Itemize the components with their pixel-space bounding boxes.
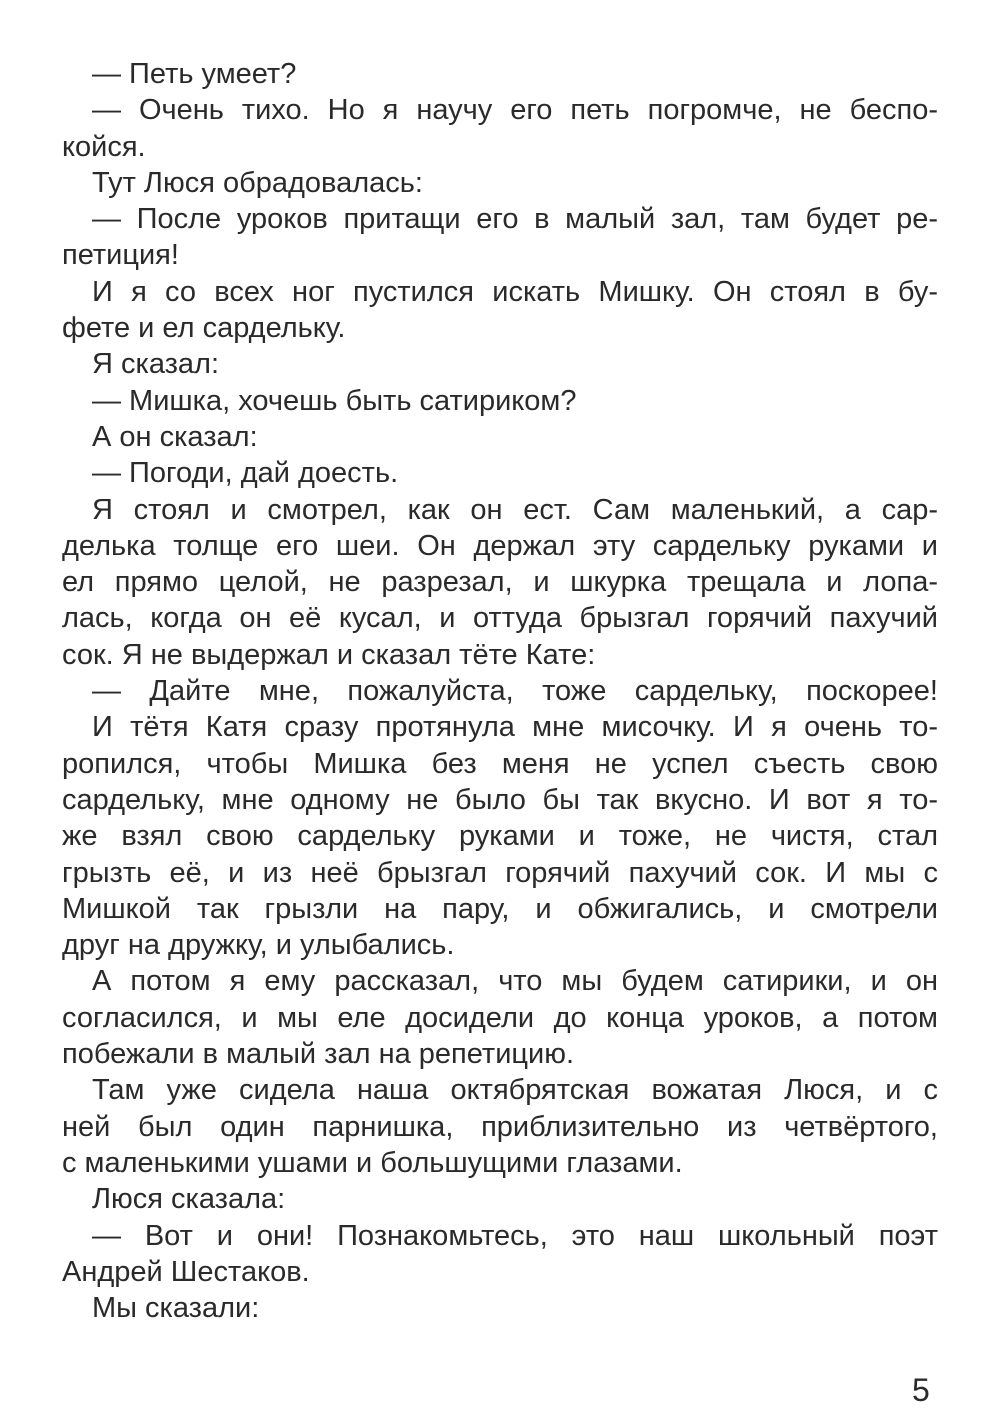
text-line: согласился, и мы еле досидели до конца уроков, а потом — [62, 1001, 938, 1034]
text-line: побежали в малый зал на репетицию. — [62, 1038, 575, 1071]
page-body-text — [62, 56, 938, 1326]
text-line: же взял свою сардельку руками и тоже, не чистя, стал — [62, 820, 938, 853]
text-line: ел прямо целой, не разрезал, и шкурка трещала и лопа- — [62, 566, 938, 599]
text-line: А потом я ему рассказал, что мы будем сатирики, и он — [92, 965, 938, 998]
text-line: — Дайте мне, пожалуйста, тоже сардельку, поскорее! — [92, 675, 938, 708]
text-line: — Петь умеет? — [92, 58, 297, 90]
text-line: — Очень тихо. Но я научу его петь погромче, не беспо- — [92, 94, 938, 127]
text-line: — После уроков притащи его в малый зал, там будет ре- — [92, 203, 938, 236]
text-line: делька толще его шеи. Он держал эту сардельку руками и — [62, 529, 938, 562]
text-line: лась, когда он её кусал, и оттуда брызгал горячий пахучий — [62, 602, 938, 635]
text-line: Андрей Шестаков. — [62, 1255, 310, 1288]
text-line: Я сказал: — [92, 348, 220, 381]
text-line: И я со всех ног пустился искать Мишку. Он стоял в бу- — [92, 275, 938, 308]
text-line: ропился, чтобы Мишка без меня не успел съесть свою — [62, 747, 938, 780]
text-line: фете и ел сардельку. — [62, 312, 346, 345]
text-line: — Мишка, хочешь быть сатириком? — [92, 384, 577, 417]
text-line: грызть её, и из неё брызгал горячий пахучий сок. И мы с — [62, 856, 938, 889]
text-line: койся. — [62, 130, 146, 163]
text-line: Я стоял и смотрел, как он ест. Сам маленький, а сар- — [92, 493, 938, 526]
text-line: — Вот и они! Познакомьтесь, это наш школьный поэт — [92, 1219, 938, 1252]
text-line: Тут Люся обрадовалась: — [92, 166, 423, 199]
text-line: Люся сказала: — [92, 1183, 286, 1216]
text-line: — Погоди, дай доесть. — [92, 457, 399, 490]
text-line: ней был один парнишка, приблизительно из четвёртого, — [62, 1110, 938, 1143]
text-line: сок. Я не выдержал и сказал тёте Кате: — [62, 638, 596, 671]
text-line: друг на дружку, и улыбались. — [62, 929, 455, 962]
text-line: петиция! — [62, 239, 179, 272]
text-line: А он сказал: — [92, 420, 258, 453]
text-line: Там уже сидела наша октябрятская вожатая Люся, и с — [92, 1074, 938, 1107]
text-line: сардельку, мне одному не было бы так вкусно. И вот я то- — [62, 783, 938, 816]
page-number: 5 — [912, 1372, 930, 1408]
text-line: с маленькими ушами и большущими глазами. — [62, 1146, 683, 1179]
text-line: Мишкой так грызли на пару, и обжигались, и смотрели — [62, 892, 938, 925]
text-line: Мы сказали: — [92, 1292, 260, 1325]
text-line: И тётя Катя сразу протянула мне мисочку. И я очень то- — [92, 711, 938, 744]
